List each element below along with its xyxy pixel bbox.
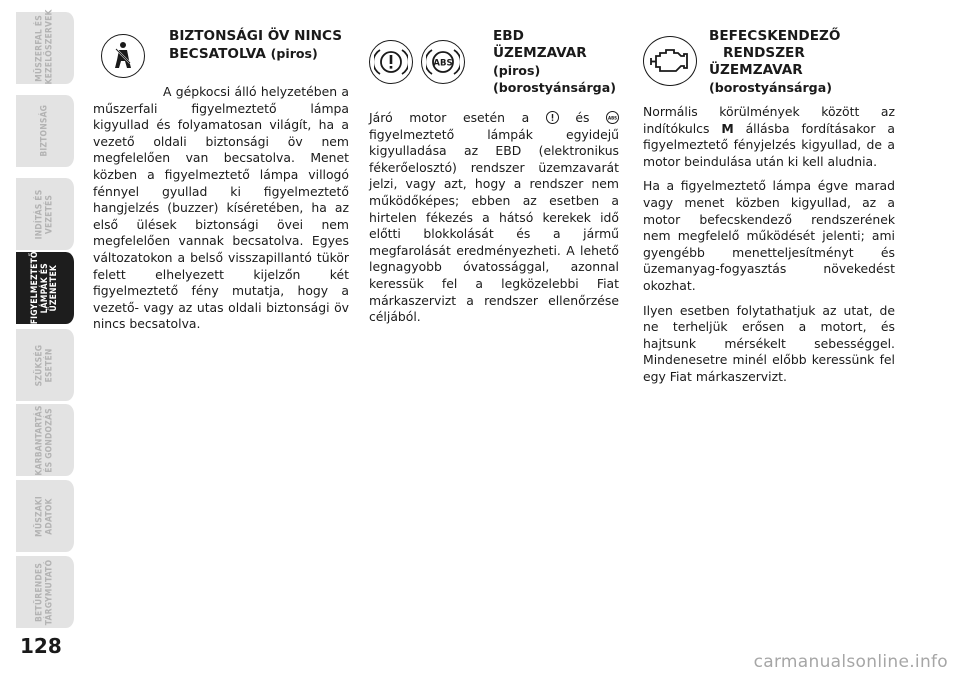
tab-emergency[interactable] (16, 329, 76, 401)
seatbelt-title: BIZTONSÁGI ÖV NINCS (169, 28, 343, 44)
abs-icon-label: ABS (433, 58, 453, 69)
injection-paragraph-3: Ilyen esetben folytathatjuk az utat, de ne terheljük erősen a motort, és hajtsunk mérsékelt sebességgel. Mindenesetre minél előbb keressünk fel egy Fiat márkaszervizt. (643, 302, 895, 384)
abs-inline-icon (606, 111, 619, 124)
injection-title-3: ÜZEMZAVAR (709, 62, 803, 78)
tab-label: BIZTONSÁG (39, 105, 50, 157)
tab-label: BETŰRENDES TÁRGYMUTATÓ (34, 559, 55, 625)
injection-para1-start: Normális körülmények között az indítókulcs (643, 104, 895, 136)
seatbelt-icon (101, 34, 145, 78)
tab-label: KARBANTARTÁS ÉS GONDOZÁS (34, 404, 54, 476)
tab-maintenance[interactable] (16, 404, 76, 476)
ebd-paragraph (369, 110, 619, 326)
tab-index[interactable] (16, 556, 76, 628)
seatbelt-color: (piros) (270, 46, 318, 61)
tab-label: MŰSZERFAL ÉS KEZELŐSZERVEK (34, 8, 54, 84)
abs-icon (421, 40, 465, 84)
injection-color: (borostyánsárga) (709, 80, 832, 95)
chapter-sidebar (0, 0, 90, 677)
injection-paragraph-1 (643, 104, 895, 170)
injection-title-2: RENDSZER (723, 45, 805, 61)
tab-label: SZÜKSÉG ESETÉN (34, 344, 54, 386)
injection-para1-end: állásba fordításakor a figyelmeztető fényjelzés kigyullad, de a motor beindulása után ki kell aludnia. (643, 120, 895, 169)
abs-inline-icon-label: ABS (607, 115, 618, 121)
section-seatbelt (93, 28, 349, 341)
brake-warning-icon (369, 40, 413, 84)
ebd-title: EBD (493, 28, 524, 44)
ebd-color-amber: (borostyánsárga) (493, 80, 616, 95)
tab-label: MŰSZAKI ADATOK (34, 495, 54, 537)
seatbelt-paragraph: A gépkocsi álló helyzetében a műszerfali figyelmeztető lámpa kigyullad és folyamatosan világít, ha a vezető oldali biztonsági öv nem megfelelően van becsatolva. Menet közben a figyelmeztető lámpa villogó fénnyel gyullad ki figyelmeztető hangjelzés (buzzer) kíséretében, ha az első ülések biztonsági övei nem megfelelően vannak becsatolva. Egyes változatokon a belső visszapillantó tükör felett elhelyezett kijelzőn két figyelmeztető fény mutatja, hogy a vezető- vagy az utas oldali biztonsági öv nincs becsatolva. (93, 84, 349, 332)
tab-label: INDÍTÁS ÉS VEZETÉS (34, 189, 54, 239)
ebd-text-rest: figyelmeztető lámpák egyidejű kigyulladása az EBD (elektronikus fékerőelosztó) rendszer üzemzavarát jelzi, vagy azt, hogy a rendszer nem működőképes; ebben az esetben a hirtelen fékezés a hátsó kerekek idő előtti blokkolását és a jármű megfarolását eredményezheti. A lehető legnagyobb óvatossággal, azonnal keressük fel a legközelebbi Fiat márkaszervizt a rendszer ellenőrzése céljából. (369, 126, 619, 325)
page-number: 128 (20, 634, 62, 658)
tab-safety[interactable] (16, 95, 76, 167)
watermark: carmanualsonline.info (753, 652, 948, 672)
ebd-color-red: (piros) (493, 63, 541, 78)
section-ebd (369, 28, 619, 334)
engine-check-icon (643, 36, 697, 86)
seatbelt-title-2: BECSATOLVA (169, 46, 266, 62)
tab-dashboard-controls[interactable] (16, 8, 76, 84)
ebd-title-2: ÜZEMZAVAR (493, 45, 587, 61)
tab-starting-driving[interactable] (16, 178, 76, 250)
brake-warning-inline-icon (546, 111, 559, 124)
injection-paragraph-2: Ha a figyelmeztető lámpa égve marad vagy menet közben kigyullad, az a motor befecskendező rendszerének nem megfelelő működését jelenti; ami gyengébb menetteljesítményt és üzemanyag-fogyasztás növekedést okozhat. (643, 178, 895, 293)
tab-technical-data[interactable] (16, 480, 76, 552)
injection-title: BEFECSKENDEZŐ (709, 28, 841, 44)
section-injection (643, 28, 895, 394)
ebd-text-and: és (575, 110, 590, 125)
ebd-text-start: Járó motor esetén a (369, 110, 530, 125)
tab-label: FIGYELMEZTETŐ LÁMPÁK ÉS ÜZENETEK (29, 251, 59, 324)
tab-warning-lights[interactable] (16, 252, 76, 324)
ignition-key-position: M (721, 120, 734, 136)
